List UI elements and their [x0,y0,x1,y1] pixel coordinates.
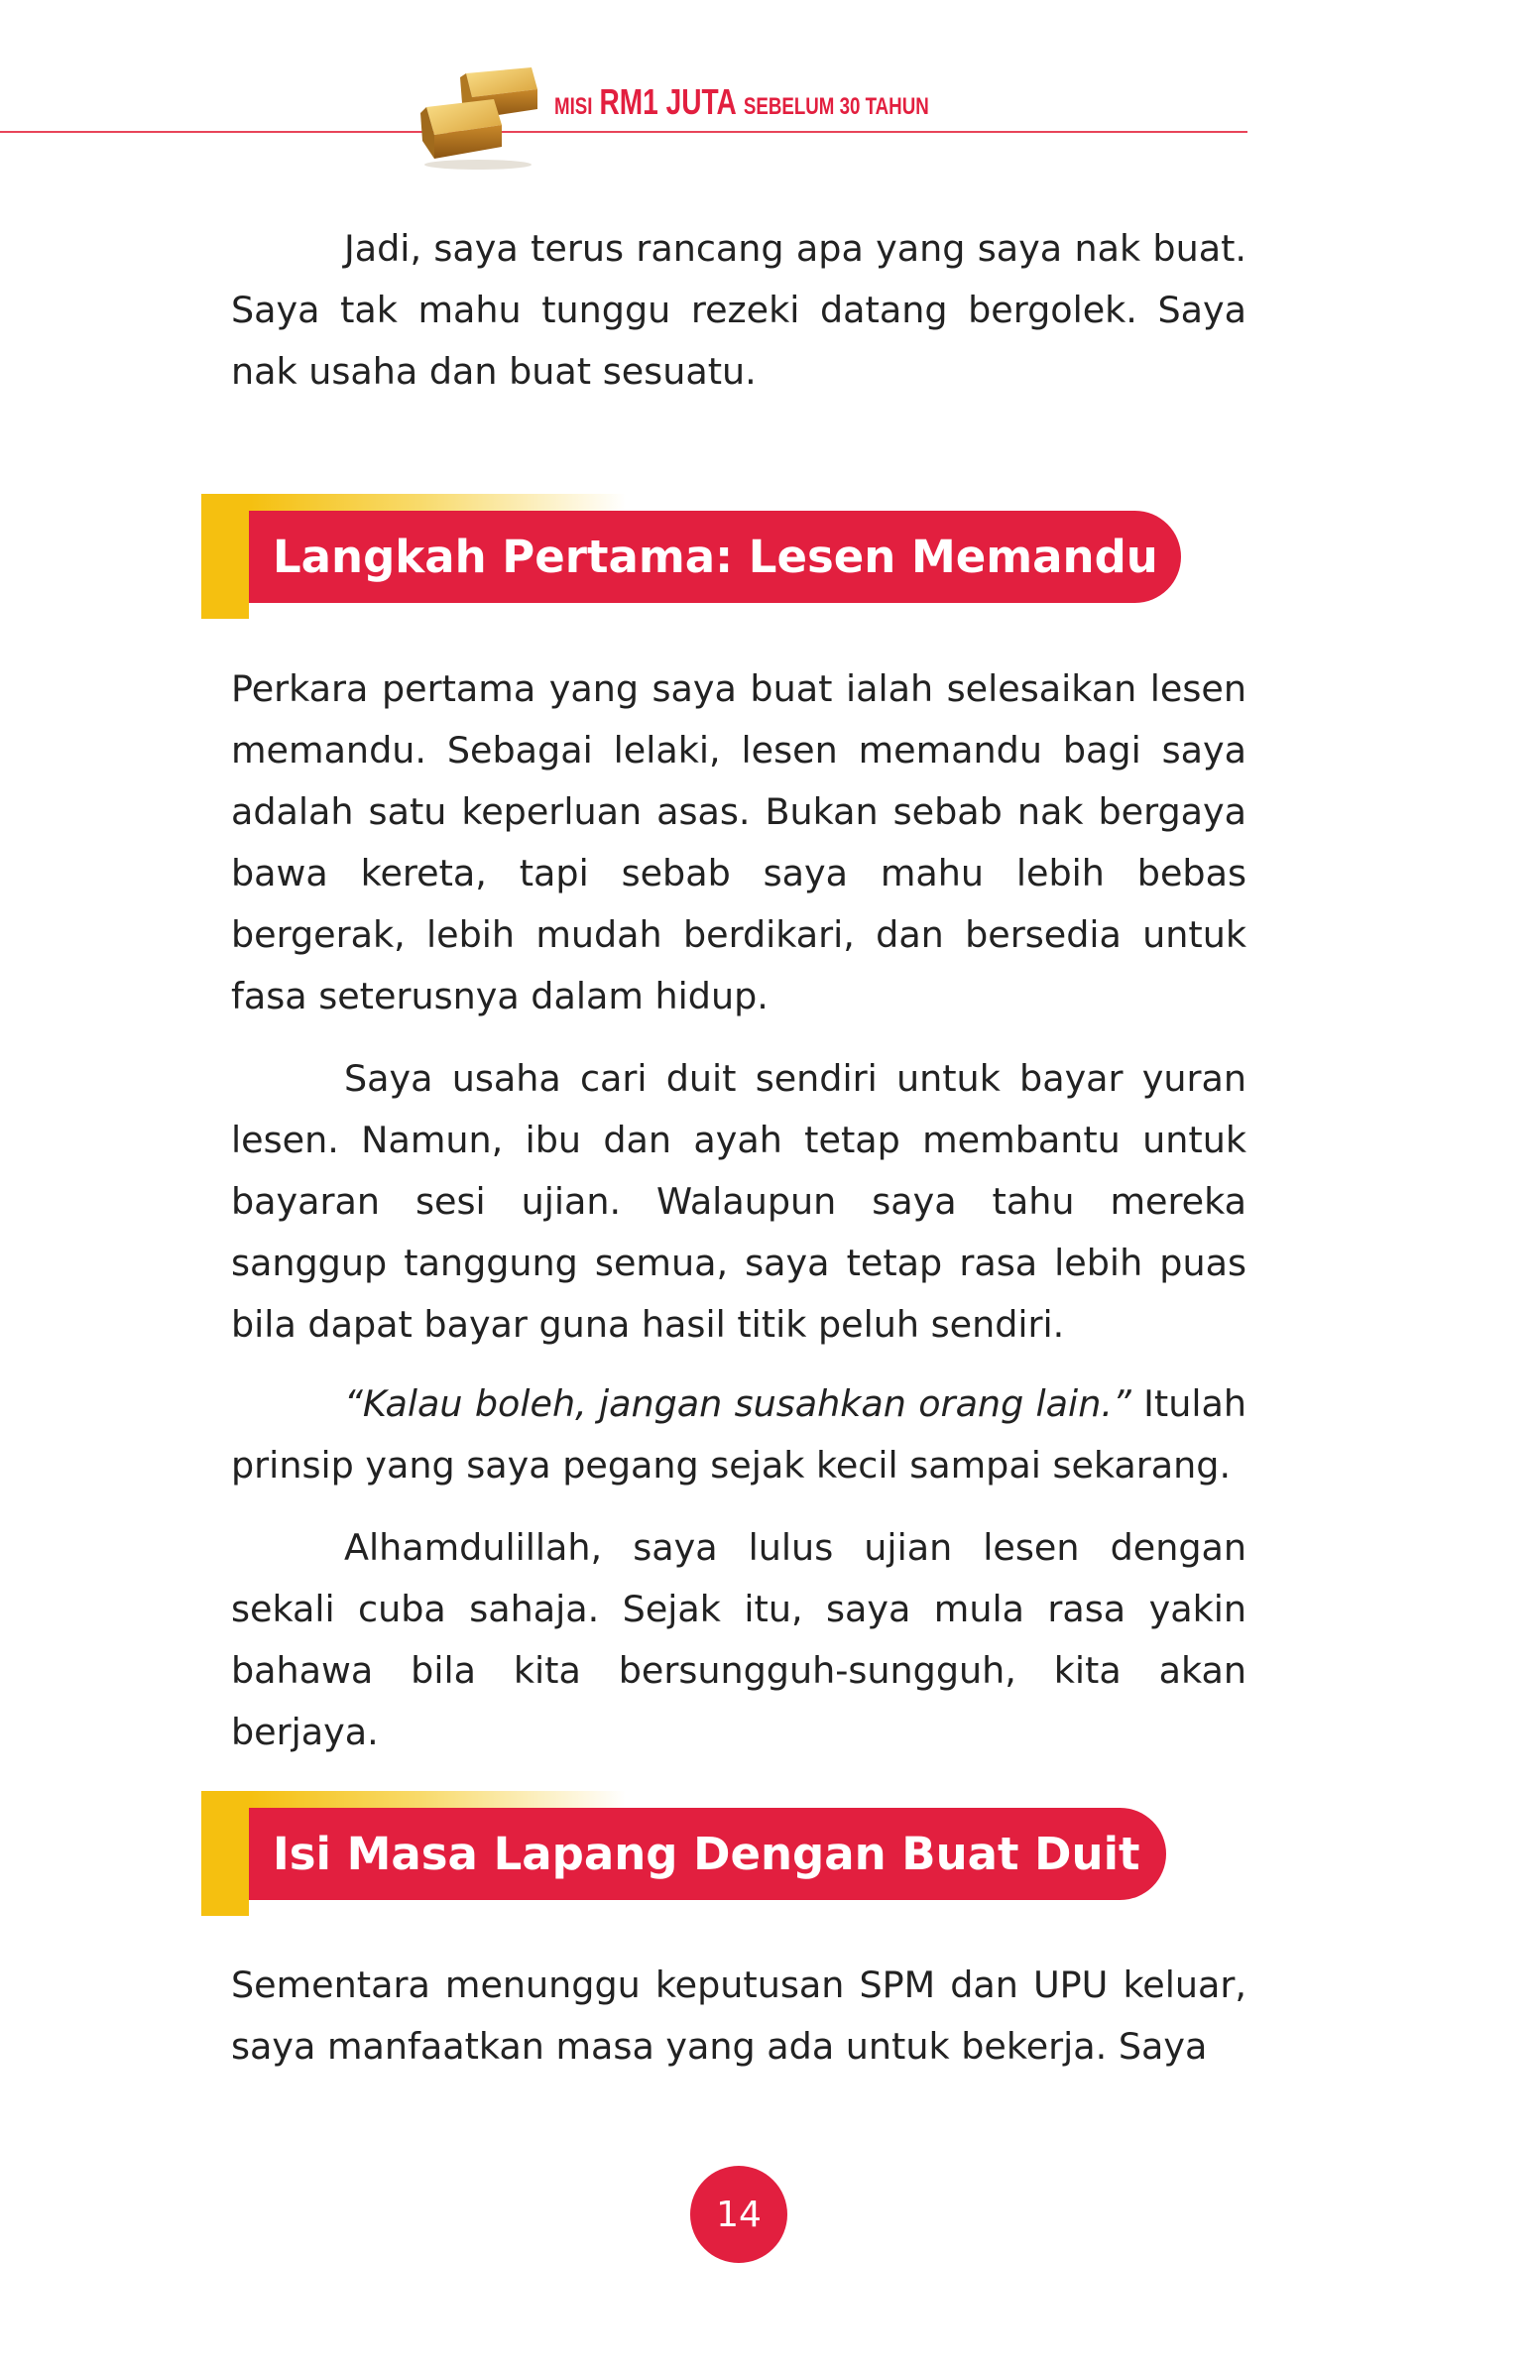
header-rule [0,131,1247,133]
book-title-suffix: SEBELUM 30 TAHUN [743,93,929,120]
gold-bars-icon [415,63,543,173]
heading-yellow-bar [201,494,249,619]
book-title [554,81,929,121]
heading-yellow-bar [201,1791,249,1916]
quote-paragraph [231,1373,1246,1496]
heading-red-bar [249,1808,1166,1900]
quote-followup: Itulah prinsip yang saya pegang sejak kecil sampai sekarang. [231,1382,1247,1487]
intro-paragraph: Jadi, saya terus rancang apa yang saya nak buat. Saya tak mahu tunggu rezeki datang bergolek. Saya nak usaha dan buat sesuatu. [231,227,1246,393]
heading-red-bar [249,511,1181,603]
paragraph: Alhamdulillah, saya lulus ujian lesen dengan sekali cuba sahaja. Sejak itu, saya mula rasa yakin bahawa bila kita bersungguh-sungguh, kita akan berjaya. [231,1526,1246,1753]
paragraph: Perkara pertama yang saya buat ialah selesaikan lesen memandu. Sebagai lelaki, lesen memandu bagi saya adalah satu keperluan asas. Bukan sebab nak bergaya bawa kereta, tapi sebab saya mahu lebih bebas bergerak, lebih mudah berdikari, dan bersedia untuk fasa seterusnya dalam hidup. [231,667,1246,1017]
paragraph: Saya usaha cari duit sendiri untuk bayar yuran lesen. Namun, ibu dan ayah tetap membantu untuk bayaran sesi ujian. Walaupun saya tahu mereka sanggup tanggung semua, saya tetap rasa lebih puas bila dapat bayar guna hasil titik peluh sendiri. [231,1057,1246,1346]
paragraph: Sementara menunggu keputusan SPM dan UPU keluar, saya manfaatkan masa yang ada untuk bekerja. Saya [231,1964,1246,2068]
section-heading-text: Langkah Pertama: Lesen Memandu [273,531,1158,583]
quote-text: “Kalau boleh, jangan susahkan orang lain.” [344,1382,1131,1425]
section-heading-text: Isi Masa Lapang Dengan Buat Duit [273,1828,1140,1880]
page-number: 14 [690,2166,787,2263]
book-title-prefix: MISI [554,93,593,120]
book-title-main: RM1 JUTA [599,81,737,122]
